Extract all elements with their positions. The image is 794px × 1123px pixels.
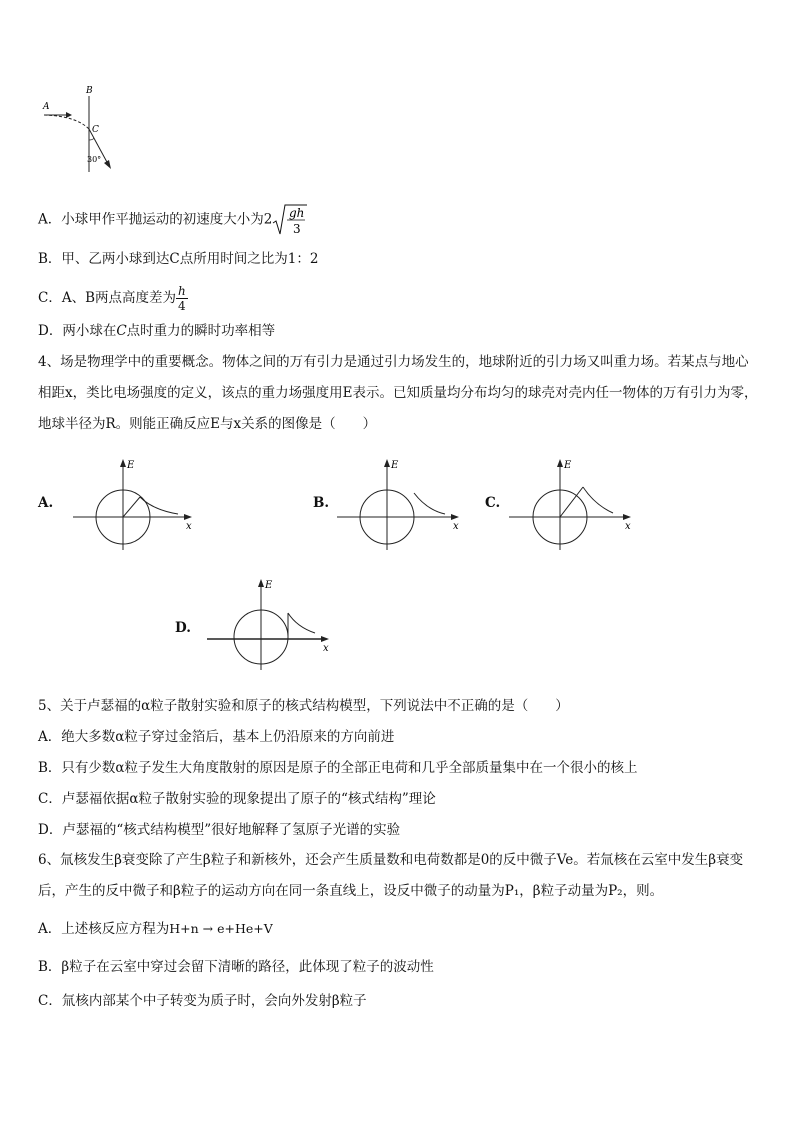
svg-text:x: x [323,643,329,654]
q5-option-d: D．卢瑟福的“核式结构模型”很好地解释了氢原子光谱的实验 [38,822,401,838]
q6-option-b: B．β粒子在云室中穿过会留下清晰的路径，此体现了粒子的波动性 [38,959,434,975]
svg-text:E: E [391,460,399,471]
svg-text:x: x [625,521,631,532]
q3-option-b: B．甲、乙两小球到达C点所用时间之比为1：2 [38,251,319,267]
q4-stem: 4、场是物理学中的重要概念。物体之间的万有引力是通过引力场发生的，地球附近的引力场又叫重力场。若某点与地心相距x，类比电场强度的定义，该点的重力场强度用E表示。已知质量均分布均匀的球壳对壳内任一物体的万有引力为零，地球半径为R。则能正确反应E与x关系的图像是（ ） [38,354,758,432]
q5-option-b: B．只有少数α粒子发生大角度散射的原因是原子的全部正电荷和几乎全部质量集中在一个很小的核上 [38,760,638,776]
q6-stem: 6、氚核发生β衰变除了产生β粒子和新核外，还会产生质量数和电荷数都是0的反中微子Ve。若氚核在云室中发生β衰变后，产生的反中微子和β粒子的运动方向在同一条直线上，设反中微子的动量为P₁，β粒子动量为P₂，则。 [38,852,744,899]
q4-option-b-label: B. [313,495,330,511]
svg-text:gh: gh [289,206,305,220]
q5-stem: 5、关于卢瑟福的α粒子散射实验和原子的核式结构模型，下列说法中不正确的是（ ） [38,698,569,714]
q3-option-c: C．A、B两点高度差为 $\frac{h}{4}$ [38,284,186,313]
sqrt-expression [272,203,308,237]
graph-b [335,455,465,555]
q6-option-c: C．氚核内部某个中子转变为质子时，会向外发射β粒子 [38,993,367,1009]
svg-text:x: x [453,521,459,532]
label-a: A [43,102,50,112]
graph-d [205,575,335,675]
label-angle: 30° [87,155,102,164]
label-b: B [86,86,93,96]
nuclear-equation: H+n → e+He+V [169,921,273,936]
svg-text:x: x [186,521,192,532]
fraction-h-4: $\frac{h}{4}$ [178,284,186,313]
svg-text:E: E [564,460,572,471]
label-c: C [92,125,99,135]
graph-c [507,455,637,555]
projectile-diagram [36,84,126,176]
q5-option-a: A．绝大多数α粒子穿过金箔后，基本上仍沿原来的方向前进 [38,729,395,745]
q5-option-c: C．卢瑟福依据α粒子散射实验的现象提出了原子的“核式结构”理论 [38,791,436,807]
q6-option-a: A．上述核反应方程为H+n → e+He+V [38,921,273,937]
q4-option-c-label: C. [485,495,501,511]
q4-option-a-label: A. [38,495,54,511]
q4-option-d-label: D. [175,620,191,636]
q3-option-d: D．两小球在C点时重力的瞬时功率相等 [38,323,276,339]
svg-text:E: E [265,580,273,591]
svg-text:E: E [127,460,135,471]
svg-text:3: 3 [293,222,301,236]
q3-option-a: A．小球甲作平抛运动的初速度大小为2 gh 3 [38,203,308,237]
graph-a [68,455,198,555]
